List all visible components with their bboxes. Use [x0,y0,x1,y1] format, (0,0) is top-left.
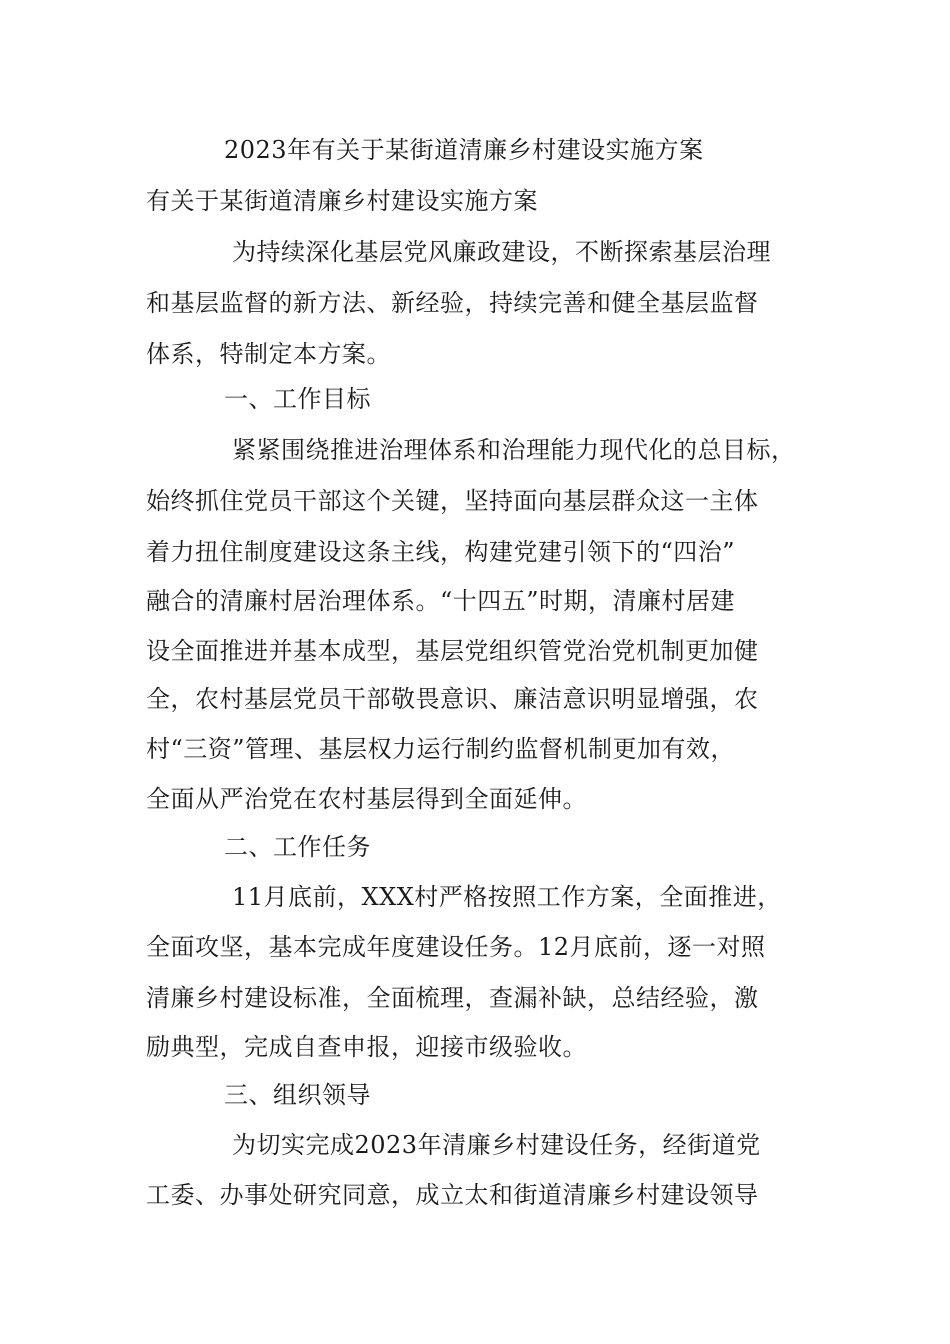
paragraph-line: 村“三资”管理、基层权力运行制约监督机制更加有效， [146,735,736,763]
document-title: 2023年有关于某街道清廉乡村建设实施方案 [224,136,704,164]
paragraph-line: 设全面推进并基本成型，基层党组织管党治党机制更加健 [146,637,759,665]
section-heading-tasks: 二、工作任务 [224,833,371,861]
paragraph-line: 全面攻坚，基本完成年度建设任务。12月底前，逐一对照 [146,933,766,961]
paragraph-line: 为切实完成2023年清廉乡村建设任务，经街道党 [232,1131,761,1159]
paragraph-line: 11月底前，XXX村严格按照工作方案，全面推进， [232,883,782,911]
paragraph-line: 紧紧围绕推进治理体系和治理能力现代化的总目标， [232,436,796,464]
paragraph-line: 清廉乡村建设标准，全面梳理，查漏补缺，总结经验，激 [146,984,759,1012]
paragraph-line: 始终抓住党员干部这个关键，坚持面向基层群众这一主体 [146,487,759,515]
document-subtitle: 有关于某街道清廉乡村建设实施方案 [146,187,538,215]
paragraph-line: 全，农村基层党员干部敬畏意识、廉洁意识明显增强，农 [146,685,759,713]
section-heading-goals: 一、工作目标 [224,385,371,413]
paragraph-line: 着力扭住制度建设这条主线，构建党建引领下的“四治” [146,538,736,566]
intro-line: 和基层监督的新方法、新经验，持续完善和健全基层监督 [146,289,759,317]
paragraph-line: 全面从严治党在农村基层得到全面延伸。 [146,785,587,813]
intro-line: 体系，特制定本方案。 [146,340,391,368]
section-heading-leadership: 三、组织领导 [224,1081,371,1109]
paragraph-line: 励典型，完成自查申报，迎接市级验收。 [146,1033,587,1061]
intro-line: 为持续深化基层党风廉政建设，不断探索基层治理 [232,238,771,266]
paragraph-line: 融合的清廉村居治理体系。“十四五”时期，清廉村居建 [146,587,736,615]
paragraph-line: 工委、办事处研究同意，成立太和街道清廉乡村建设领导 [146,1181,759,1209]
